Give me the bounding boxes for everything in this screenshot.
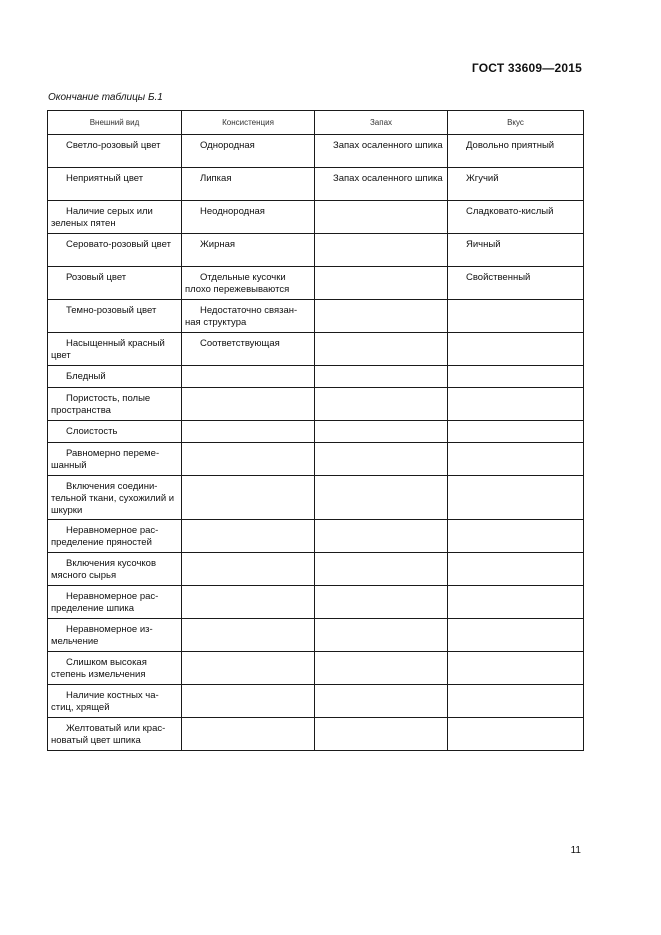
table-cell: [315, 333, 448, 366]
col-header-appearance: Внешний вид: [48, 111, 182, 135]
table-cell: [448, 619, 584, 652]
table-cell: Соответствующая: [182, 333, 315, 366]
table-cell: Равномерно переме-шанный: [48, 443, 182, 476]
table-cell: Неравномерное рас-пределение шпика: [48, 586, 182, 619]
table-cell: Сладковато-кислый: [448, 201, 584, 234]
table-cell: [315, 300, 448, 333]
table-cell: Недостаточно связан-ная структура: [182, 300, 315, 333]
table-cell: Отдельные кусочки плохо пережевываются: [182, 267, 315, 300]
table-cell: Запах осаленного шпика: [315, 168, 448, 201]
table-cell: Желтоватый или крас-новатый цвет шпика: [48, 718, 182, 751]
table-cell: [315, 476, 448, 520]
table-cell: [182, 520, 315, 553]
table-cell: [448, 553, 584, 586]
table-cell: [182, 443, 315, 476]
table-cell: Светло-розовый цвет: [48, 135, 182, 168]
table-row: [48, 267, 584, 300]
table-cell: Темно-розовый цвет: [48, 300, 182, 333]
table-row: [48, 718, 584, 751]
table-cell: [182, 388, 315, 421]
table-cell: Наличие костных ча-стиц, хрящей: [48, 685, 182, 718]
table-cell: Неравномерное рас-пределение пряностей: [48, 520, 182, 553]
table-cell: [182, 718, 315, 751]
table-caption: Окончание таблицы Б.1: [48, 92, 163, 103]
table-row: [48, 168, 584, 201]
table-cell: Неравномерное из-мельчение: [48, 619, 182, 652]
table-body: [48, 135, 584, 751]
table-row: [48, 685, 584, 718]
table-cell: [448, 718, 584, 751]
table-cell: [315, 234, 448, 267]
table-row: [48, 520, 584, 553]
col-header-taste: Вкус: [448, 111, 584, 135]
table-row: [48, 366, 584, 388]
table-cell: Пористость, полые пространства: [48, 388, 182, 421]
table-row: [48, 652, 584, 685]
table-cell: Серовато-розовый цвет: [48, 234, 182, 267]
table-cell: [315, 718, 448, 751]
table-cell: [448, 421, 584, 443]
table-cell: [182, 421, 315, 443]
table-cell: [448, 443, 584, 476]
table-cell: [315, 520, 448, 553]
table-cell: [315, 685, 448, 718]
table-cell: [448, 586, 584, 619]
table-cell: [315, 267, 448, 300]
table-cell: Яичный: [448, 234, 584, 267]
table-cell: Жгучий: [448, 168, 584, 201]
table-row: [48, 476, 584, 520]
table-cell: Липкая: [182, 168, 315, 201]
col-header-consistency: Консистенция: [182, 111, 315, 135]
table-header-row: [48, 111, 584, 135]
table-cell: [182, 366, 315, 388]
table-cell: Неприятный цвет: [48, 168, 182, 201]
table-cell: [182, 476, 315, 520]
table-cell: [315, 201, 448, 234]
col-header-smell: Запах: [315, 111, 448, 135]
table-row: [48, 619, 584, 652]
table-cell: [448, 366, 584, 388]
table-row: [48, 135, 584, 168]
table-cell: Неоднородная: [182, 201, 315, 234]
table-cell: Однородная: [182, 135, 315, 168]
table-cell: [315, 366, 448, 388]
table-row: [48, 201, 584, 234]
table-row: [48, 586, 584, 619]
table-cell: [448, 300, 584, 333]
table-cell: [315, 586, 448, 619]
table-cell: [448, 476, 584, 520]
table-row: [48, 300, 584, 333]
table-cell: [448, 520, 584, 553]
table-cell: Жирная: [182, 234, 315, 267]
table-cell: Насыщенный красный цвет: [48, 333, 182, 366]
table-row: [48, 333, 584, 366]
table-cell: [448, 333, 584, 366]
table-cell: Довольно приятный: [448, 135, 584, 168]
table-cell: [182, 553, 315, 586]
table-b1: [47, 110, 584, 751]
table-cell: [315, 553, 448, 586]
table-cell: [182, 586, 315, 619]
page-number: 11: [570, 845, 581, 856]
table-cell: [448, 652, 584, 685]
table-cell: [182, 685, 315, 718]
table-cell: Включения кусочков мясного сырья: [48, 553, 182, 586]
table-cell: [182, 619, 315, 652]
table-cell: Розовый цвет: [48, 267, 182, 300]
table-row: [48, 421, 584, 443]
table-cell: Слоистость: [48, 421, 182, 443]
table-cell: [448, 388, 584, 421]
table-row: [48, 443, 584, 476]
standard-number: ГОСТ 33609—2015: [471, 61, 582, 75]
table-cell: [315, 388, 448, 421]
table-cell: Свойственный: [448, 267, 584, 300]
table-cell: Слишком высокая степень измельчения: [48, 652, 182, 685]
table-row: [48, 388, 584, 421]
table-cell: [315, 421, 448, 443]
table-cell: Наличие серых или зеленых пятен: [48, 201, 182, 234]
table-row: [48, 234, 584, 267]
table-cell: [448, 685, 584, 718]
table-row: [48, 553, 584, 586]
table-cell: Запах осаленного шпика: [315, 135, 448, 168]
table-cell: [182, 652, 315, 685]
table-cell: Бледный: [48, 366, 182, 388]
table-cell: [315, 443, 448, 476]
table-cell: Включения соедини-тельной ткани, сухожилий и шкурки: [48, 476, 182, 520]
table-cell: [315, 652, 448, 685]
table-cell: [315, 619, 448, 652]
